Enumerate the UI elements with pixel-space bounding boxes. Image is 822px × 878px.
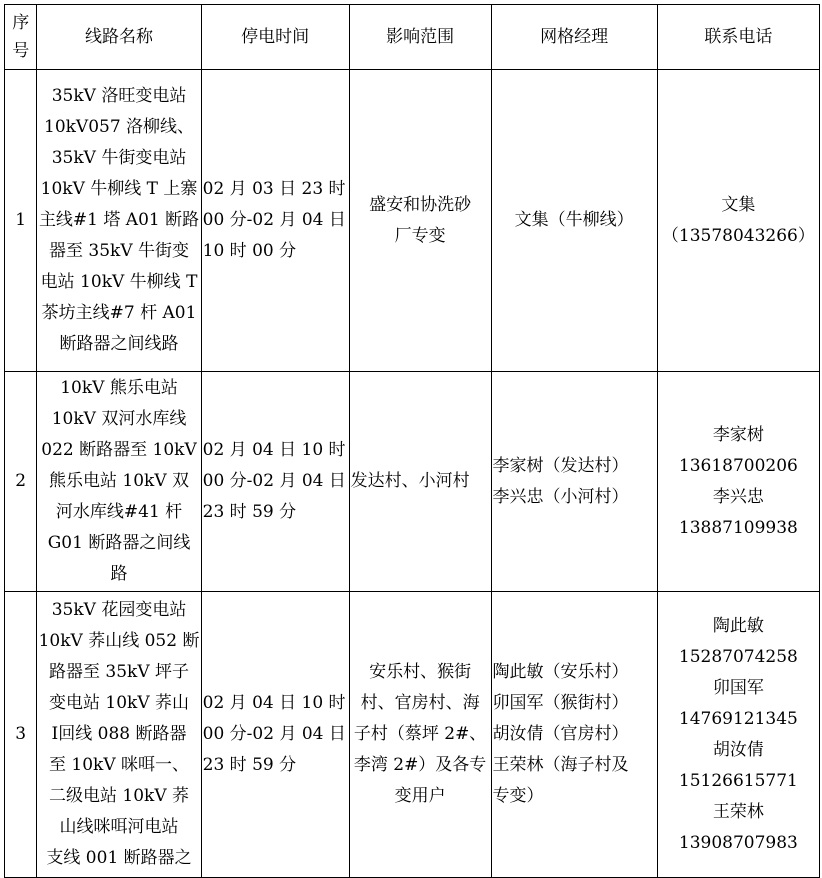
outage-table: [4, 4, 820, 878]
row-outage-time: 02 月 04 日 10 时 00 分-02 月 04 日 23 时 59 分: [201, 372, 349, 592]
row-manager: 文集（牛柳线）: [491, 70, 657, 372]
row-phone: 文集 （13578043266）: [657, 70, 819, 372]
table-row: [5, 372, 820, 592]
row-scope: 盛安和协洗砂 厂专变: [349, 70, 491, 372]
row-phone: 陶此敏 15287074258 卯国军 14769121345 胡汝倩 15126615771 王荣林 13908707983: [657, 592, 819, 878]
header-row: [5, 5, 820, 70]
row-line-name: 10kV 熊乐电站 10kV 双河水库线 022 断路器至 10kV 熊乐电站 10kV 双 河水库线#41 杆 G01 断路器之间线 路: [37, 372, 201, 592]
row-outage-time: 02 月 04 日 10 时 00 分-02 月 04 日 23 时 59 分: [201, 592, 349, 878]
table-row: [5, 592, 820, 878]
header-line-name: 线路名称: [37, 5, 201, 70]
row-scope: 发达村、小河村: [349, 372, 491, 592]
header-outage-time: 停电时间: [201, 5, 349, 70]
row-manager: 李家树（发达村） 李兴忠（小河村）: [491, 372, 657, 592]
row-outage-time: 02 月 03 日 23 时 00 分-02 月 04 日 10 时 00 分: [201, 70, 349, 372]
row-manager: 陶此敏（安乐村） 卯国军（猴街村） 胡汝倩（官房村） 王荣林（海子村及 专变）: [491, 592, 657, 878]
header-seq: 序 号: [5, 5, 37, 70]
row-line-name: 35kV 洛旺变电站 10kV057 洛柳线、 35kV 牛街变电站 10kV 牛柳线 T 上寨 主线#1 塔 A01 断路 器至 35kV 牛街变 电站 10kV 牛柳线 T 茶坊主线#7 杆 A01 断路器之间线路: [37, 70, 201, 372]
row-seq: 1: [5, 70, 37, 372]
header-scope: 影响范围: [349, 5, 491, 70]
row-seq: 2: [5, 372, 37, 592]
row-seq: 3: [5, 592, 37, 878]
table-row: [5, 70, 820, 372]
header-phone: 联系电话: [657, 5, 819, 70]
row-scope: 安乐村、猴街 村、官房村、海 子村（蔡坪 2#、 李湾 2#）及各专 变用户: [349, 592, 491, 878]
row-line-name: 35kV 花园变电站 10kV 荞山线 052 断 路器至 35kV 坪子 变电站 10kV 荞山 Ⅰ回线 088 断路器 至 10kV 咪咡一、 二级电站 10kV 荞 山线咪咡河电站 支线 001 断路器之: [37, 592, 201, 878]
row-phone: 李家树 13618700206 李兴忠 13887109938: [657, 372, 819, 592]
header-manager: 网格经理: [491, 5, 657, 70]
